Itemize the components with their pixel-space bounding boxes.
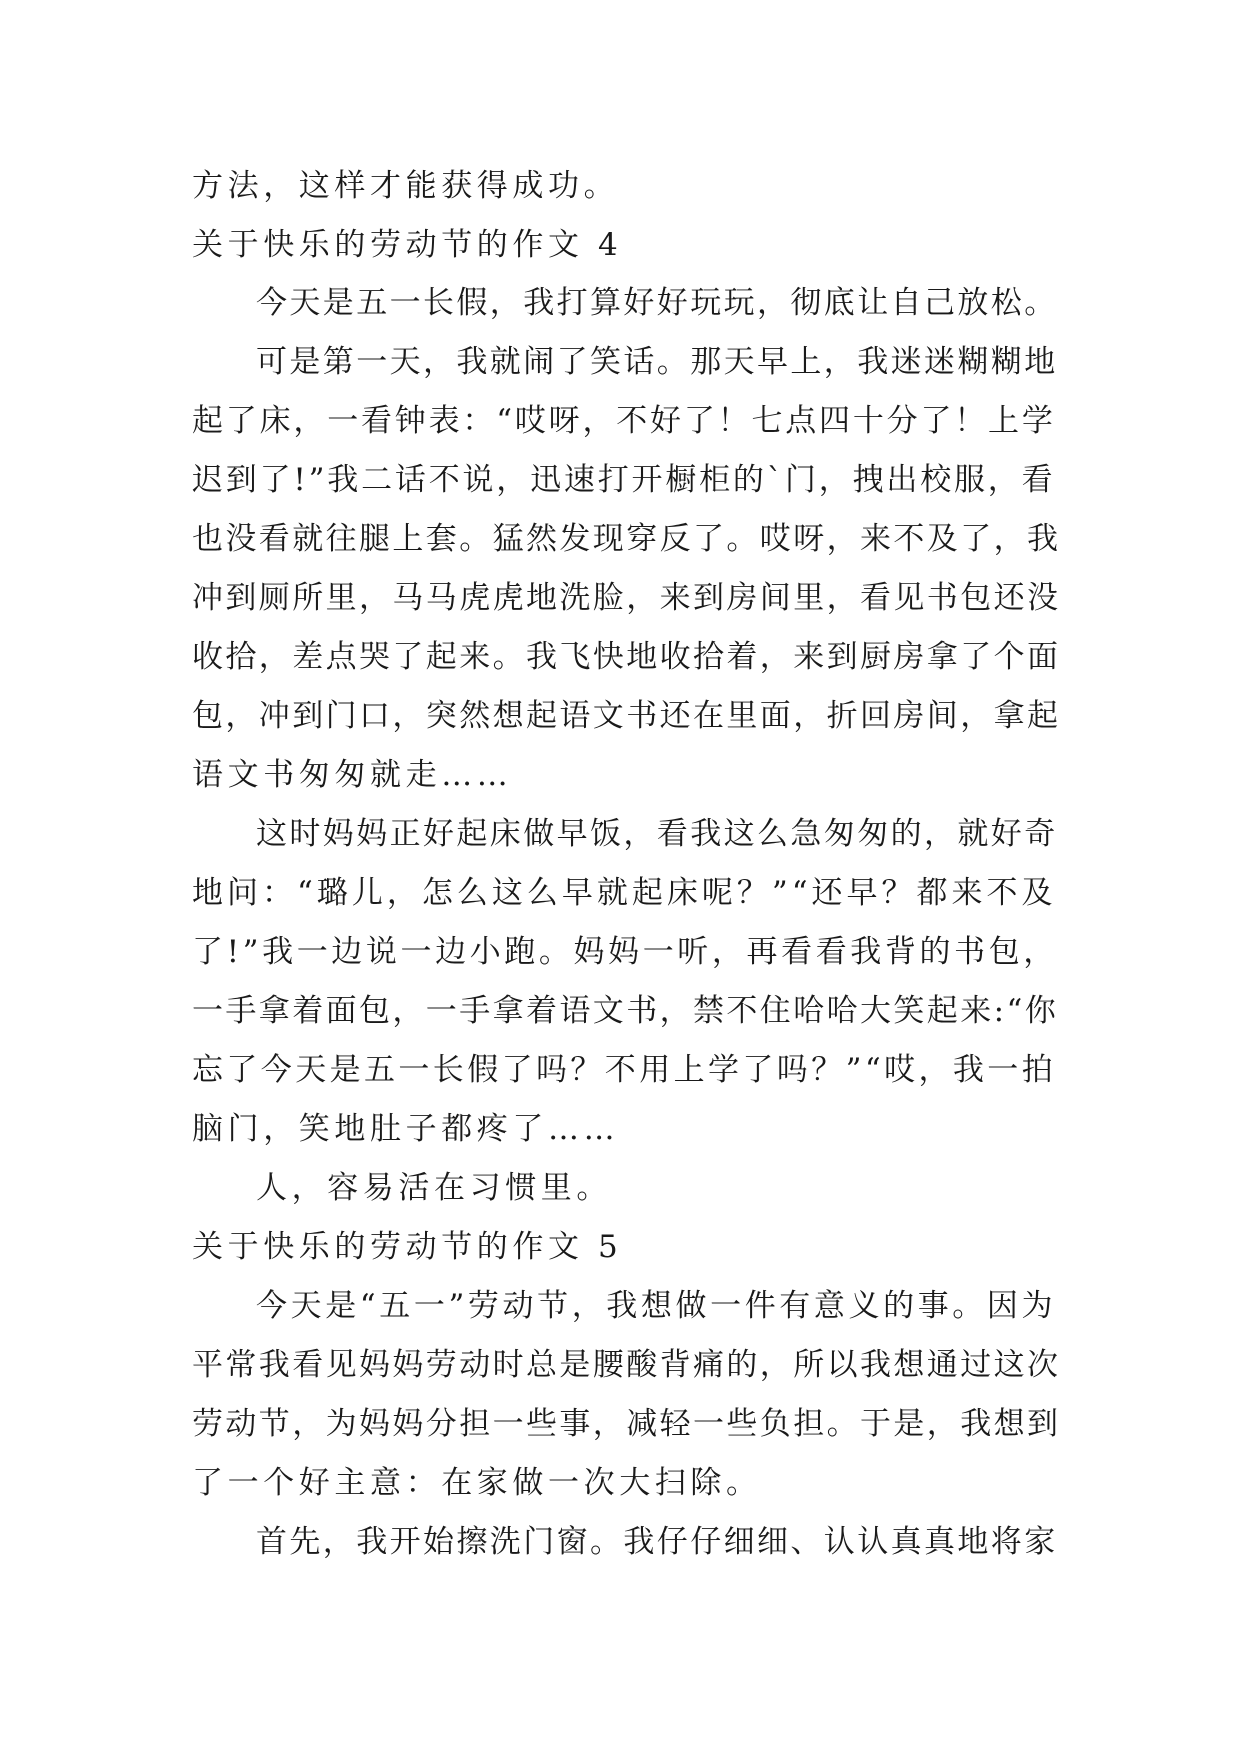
- paragraph-line: 包，冲到门口，突然想起语文书还在里面，折回房间，拿起: [192, 698, 1061, 734]
- paragraph-line: 地问：“璐儿，怎么这么早就起床呢？”“还早？都来不及: [192, 875, 1057, 911]
- paragraph-line: 了!”我一边说一边小跑。妈妈一听，再看看我背的书包，: [192, 934, 1058, 970]
- paragraph-line: 了一个好主意：在家做一次大扫除。: [192, 1465, 762, 1501]
- essay-heading-4: 关于快乐的劳动节的作文 4: [192, 227, 623, 263]
- essay-heading-5: 关于快乐的劳动节的作文 5: [192, 1229, 623, 1265]
- paragraph-line: 冲到厕所里，马马虎虎地洗脸，来到房间里，看见书包还没: [192, 580, 1061, 616]
- paragraph-line: 首先，我开始擦洗门窗。我仔仔细细、认认真真地将家: [256, 1524, 1058, 1560]
- paragraph-line: 迟到了!”我二话不说，迅速打开橱柜的`门，拽出校服，看: [192, 462, 1056, 498]
- paragraph-line: 劳动节，为妈妈分担一些事，减轻一些负担。于是，我想到: [192, 1406, 1061, 1442]
- paragraph-line: 可是第一天，我就闹了笑话。那天早上，我迷迷糊糊地: [256, 344, 1058, 380]
- paragraph-line: 语文书匆匆就走……: [192, 757, 513, 793]
- paragraph-line: 这时妈妈正好起床做早饭，看我这么急匆匆的，就好奇: [256, 816, 1058, 852]
- paragraph-line: 一手拿着面包，一手拿着语文书，禁不住哈哈大笑起来:“你: [192, 993, 1059, 1029]
- paragraph-line: 今天是“五一”劳动节，我想做一件有意义的事。因为: [256, 1288, 1057, 1324]
- paragraph-line: 忘了今天是五一长假了吗？不用上学了吗？”“哎，我一拍: [192, 1052, 1057, 1088]
- paragraph-line: 脑门，笑地肚子都疼了……: [192, 1111, 620, 1147]
- paragraph-line: 起了床，一看钟表：“哎呀，不好了！七点四十分了！上学: [192, 403, 1056, 439]
- paragraph-line: 收拾，差点哭了起来。我飞快地收拾着，来到厨房拿了个面: [192, 639, 1061, 675]
- paragraph-line: 方法，这样才能获得成功。: [192, 168, 620, 204]
- paragraph-line: 也没看就往腿上套。猛然发现穿反了。哎呀，来不及了，我: [192, 521, 1061, 557]
- paragraph-line: 平常我看见妈妈劳动时总是腰酸背痛的，所以我想通过这次: [192, 1347, 1061, 1383]
- paragraph-line: 人，容易活在习惯里。: [256, 1170, 612, 1206]
- paragraph-line: 今天是五一长假，我打算好好玩玩，彻底让自己放松。: [256, 285, 1058, 321]
